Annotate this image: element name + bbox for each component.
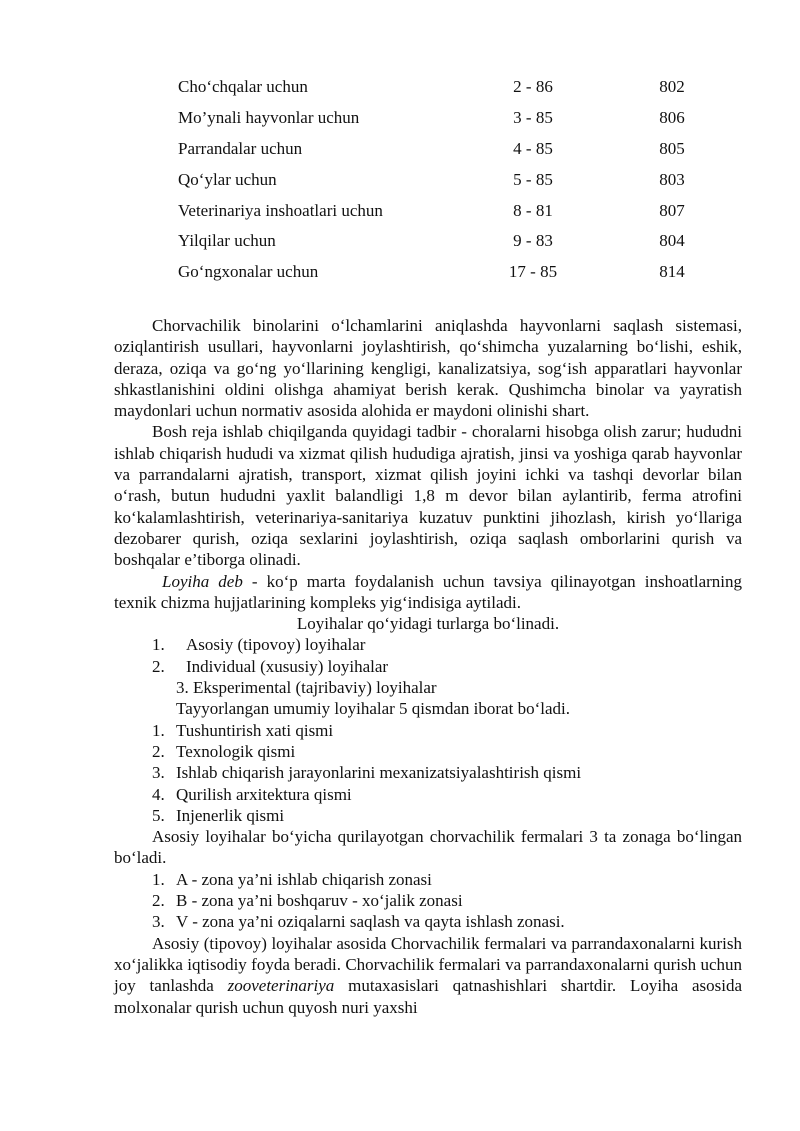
- list-item: [114, 890, 742, 911]
- building-name: Cho‘chqalar uchun: [178, 77, 308, 96]
- list-text: Tushuntirish xati qismi: [176, 720, 334, 740]
- list-item: [114, 634, 742, 655]
- list-number: 3.: [152, 912, 165, 932]
- list-number: 1.: [152, 869, 165, 889]
- list-item: [114, 656, 742, 677]
- paragraph: Bosh reja ishlab chiqilganda quyidagi tadbir - choralarni hisobga olish zarur; hududni ishlab chiqarish hududi va xizmat qilish hududiga ajratish, jinsi va yoshiga qarab hayvonlar va parrandalarni ajratish, transport, xizmat qilish joyini ichki va tashqi devorlar bilan o‘rash, butun hududni yaxlit balandligi 1,8 m devor bilan aylantirib, ferma atrofini ko‘kalamlashtirish, veterinariya-sanitariya kuzatuv punktini jihozlash, kirish yo‘llariga dezobarer qurish, oziqa sexlarini joylashtirish, oziqa saqlash omborlarini qurish va boshqalar e’tiborga olinadi.: [114, 422, 742, 570]
- paragraph: [114, 571, 742, 614]
- paragraph-text: mutaxasislari qatnashishlari shartdir. Loyiha asosida molxonalar qurish uchun quyosh nuri yaxshi: [114, 976, 743, 1017]
- document-body: [114, 315, 742, 1018]
- code-range: 8 - 81: [513, 201, 553, 220]
- code-number: 802: [659, 77, 685, 96]
- code-range: 3 - 85: [513, 108, 553, 127]
- definition-text: - ko‘p marta foydalanish uchun tavsiya qilinayotgan inshoatlarning texnik chizma hujjatlarining kompleks yig‘indisiga aytiladi.: [114, 571, 742, 612]
- list-number: 4.: [152, 784, 165, 804]
- paragraph: Chorvachilik binolarini o‘lchamlarini aniqlashda hayvonlarni saqlash sistemasi, oziqlantirish usullari, hayvonlarni joylashtirish, qo‘shimcha yuzalarning bo‘lishi, eshik, deraza, oziqa va go‘ng yo‘llarining kengligi, kanalizatsiya, sog‘ish apparatlari hayvonlar shkastlanishini oldini olishga ahamiyat berish kerak. Qushimcha binolar va yayratish maydonlari uchun normativ asosida alohida er maydoni olinishi shart.: [114, 316, 742, 421]
- building-name: Qo‘ylar uchun: [178, 170, 277, 189]
- code-number: 814: [659, 262, 685, 281]
- building-name: Parrandalar uchun: [178, 139, 303, 158]
- list-number: 3.: [152, 763, 165, 783]
- list-number: 2.: [152, 656, 165, 676]
- list-item: [114, 911, 742, 932]
- list-number: 2.: [152, 891, 165, 911]
- list-text: Ishlab chiqarish jarayonlarini mexanizatsiyalashtirish qismi: [176, 763, 582, 783]
- code-number: 804: [659, 231, 685, 250]
- code-range: 4 - 85: [513, 139, 553, 158]
- building-name: Yilqilar uchun: [178, 231, 276, 250]
- list-item: [114, 805, 742, 826]
- code-range: 9 - 83: [513, 231, 553, 250]
- list-item: [114, 784, 742, 805]
- section-heading: Tayyorlangan umumiy loyihalar 5 qismdan iborat bo‘ladi.: [176, 699, 570, 719]
- list-item: [114, 720, 742, 741]
- code-number: 807: [659, 201, 685, 220]
- building-name: Mo’ynali hayvonlar uchun: [178, 108, 360, 127]
- code-number: 803: [659, 170, 685, 189]
- paragraph: Asosiy loyihalar bo‘yicha qurilayotgan chorvachilik fermalari 3 ta zonaga bo‘lingan bo‘ladi.: [114, 827, 742, 868]
- list-item: [114, 762, 742, 783]
- paragraph: [114, 933, 742, 1018]
- list-text: B - zona ya’ni boshqaruv - xo‘jalik zonasi: [176, 891, 463, 911]
- list-text: Asosiy (tipovoy) loyihalar: [186, 635, 366, 655]
- list-number: 1.: [152, 635, 165, 655]
- list-text: Individual (xususiy) loyihalar: [186, 656, 389, 676]
- list-number: 5.: [152, 805, 165, 825]
- list-text: Texnologik qismi: [176, 741, 296, 761]
- building-name: Veterinariya inshoatlari uchun: [178, 201, 383, 220]
- paragraph-text: Asosiy (tipovoy) loyihalar asosida Chorvachilik fermalari va parrandaxonalarni kurish xo‘jalikka iqtisodiy foyda beradi. Chorvachilik fermalari va parrandaxonalarni qurish uchun joy tanlashda: [114, 933, 742, 996]
- building-name: Go‘ngxonalar uchun: [178, 262, 319, 281]
- code-number: 805: [659, 139, 685, 158]
- term-emphasis: Loyiha deb: [162, 571, 243, 591]
- code-range: 17 - 85: [508, 262, 558, 281]
- term-emphasis: zooveterinariya: [227, 976, 335, 996]
- list-number: 2.: [152, 741, 165, 761]
- list-text: Injenerlik qismi: [176, 805, 285, 825]
- code-range: 5 - 85: [513, 170, 553, 189]
- list-item: [114, 869, 742, 890]
- list-item: 3. Eksperimental (tajribaviy) loyihalar: [176, 678, 437, 698]
- list-text: V - zona ya’ni oziqalarni saqlash va qayta ishlash zonasi.: [176, 912, 565, 932]
- list-item: [114, 741, 742, 762]
- code-number: 806: [659, 108, 685, 127]
- list-text: A - zona ya’ni ishlab chiqarish zonasi: [176, 869, 432, 889]
- list-number: 1.: [152, 720, 165, 740]
- code-range: 2 - 86: [513, 77, 553, 96]
- list-text: Qurilish arxitektura qismi: [176, 784, 352, 804]
- section-heading: Loyihalar qo‘yidagi turlarga bo‘linadi.: [296, 614, 560, 634]
